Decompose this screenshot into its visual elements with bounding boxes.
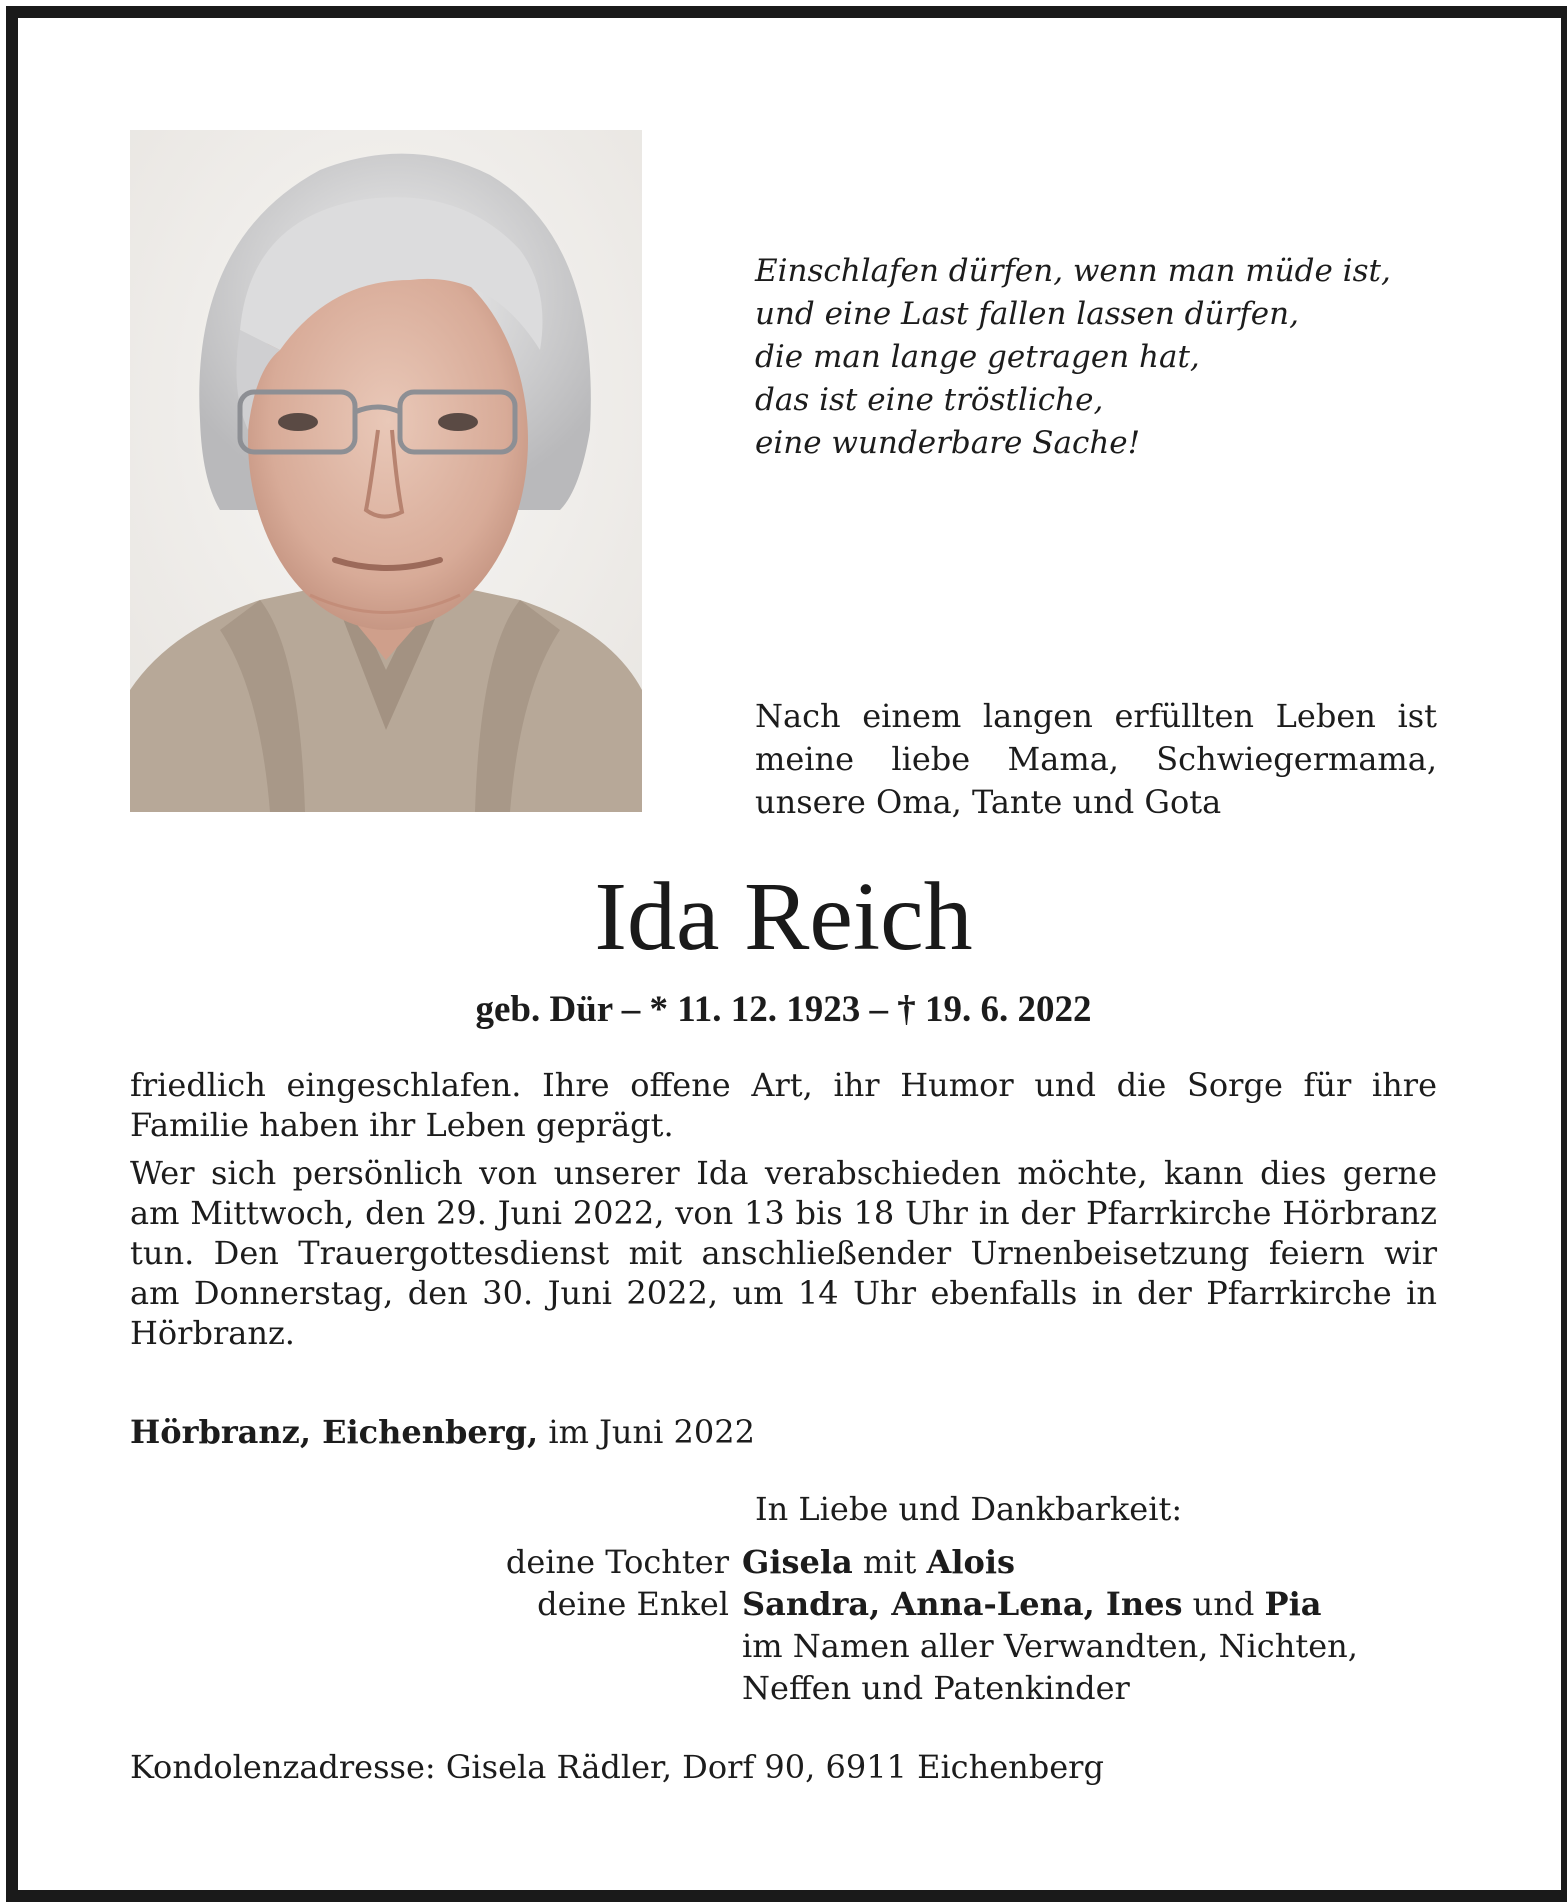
daughter-names [742, 1541, 1437, 1583]
grandchildren-role: deine Enkel [537, 1585, 729, 1623]
poem-line: und eine Last fallen lassen dürfen, [755, 296, 1299, 332]
daughter-role: deine Tochter [505, 1543, 729, 1581]
family-row-daughter [130, 1541, 1437, 1583]
family-row-relatives-2 [130, 1667, 1437, 1709]
body-line: Familie haben ihr Leben geprägt. [130, 1106, 674, 1144]
last-grandchild-name: Pia [1264, 1585, 1322, 1623]
body-line: am Donnerstag, den 30. Juni 2022, um 14 Uhr ebenfalls in der Pfarrkirche in [130, 1274, 1437, 1312]
date-text: im Juni 2022 [538, 1413, 755, 1451]
und-text: und [1182, 1585, 1265, 1623]
portrait-photo [130, 130, 642, 812]
intro-text [755, 695, 1437, 824]
daughter-name: Gisela [742, 1543, 853, 1581]
intro-line: meine liebe Mama, Schwiegermama, [755, 740, 1437, 778]
poem [755, 250, 1475, 465]
family-row-grandchildren [130, 1583, 1437, 1625]
birth-death-dates: geb. Dür – * 11. 12. 1923 – † 19. 6. 2022 [475, 989, 1092, 1030]
relatives-line: Neffen und Patenkinder [742, 1669, 1130, 1707]
paragraph-service [130, 1153, 1437, 1353]
body-text [130, 1065, 1437, 1361]
family-row-relatives [130, 1625, 1437, 1667]
grandchildren-list: Sandra, Anna-Lena, Ines [742, 1585, 1183, 1623]
portrait-illustration [130, 130, 642, 812]
paragraph-farewell [130, 1065, 1437, 1145]
poem-line: das ist eine tröstliche, [755, 382, 1104, 418]
poem-line: eine wunderbare Sache! [755, 425, 1141, 461]
body-line: friedlich eingeschlafen. Ihre offene Art, ihr Humor und die Sorge für ihre [130, 1066, 1437, 1104]
mit-text: mit [852, 1543, 927, 1581]
grandchildren-names [742, 1583, 1437, 1625]
body-line: Wer sich persönlich von unserer Ida verabschieden möchte, kann dies gerne [130, 1154, 1437, 1192]
son-in-law-name: Alois [926, 1543, 1016, 1581]
body-line: Hörbranz. [130, 1314, 295, 1352]
poem-line: die man lange getragen hat, [755, 339, 1200, 375]
condolence-address: Kondolenzadresse: Gisela Rädler, Dorf 90, 6911 Eichenberg [130, 1748, 1104, 1786]
poem-line: Einschlafen dürfen, wenn man müde ist, [755, 253, 1391, 289]
body-line: tun. Den Trauergottesdienst mit anschließender Urnenbeisetzung feiern wir [130, 1234, 1437, 1272]
place-date-line [130, 1410, 755, 1454]
intro-line: Nach einem langen erfüllten Leben ist [755, 697, 1437, 735]
place-names: Hörbranz, Eichenberg, [130, 1413, 539, 1451]
body-line: am Mittwoch, den 29. Juni 2022, von 13 bis 18 Uhr in der Pfarrkirche Hörbranz [130, 1194, 1437, 1232]
family-list [130, 1541, 1437, 1709]
relatives-line: im Namen aller Verwandten, Nichten, [742, 1627, 1358, 1665]
thanks-line: In Liebe und Dankbarkeit: [755, 1490, 1183, 1528]
intro-line: unsere Oma, Tante und Gota [755, 783, 1222, 821]
deceased-name: Ida Reich [594, 863, 973, 971]
